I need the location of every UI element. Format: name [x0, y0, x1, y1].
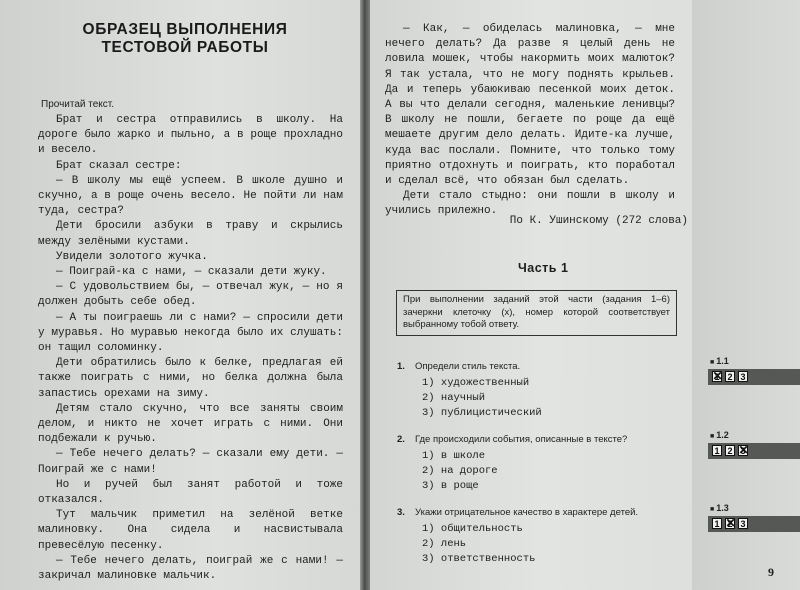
- story-paragraph: — В школу мы ещё успеем. В школе душно и скучно, а в роще очень весело. Не пойти ли нам туда, сестра?: [38, 174, 343, 218]
- page-number: 9: [768, 565, 774, 579]
- story-paragraph: — Как, — обиделась малиновка, — мне нечего делать? Да разве я целый день не ловила мошек, чтобы накормить моих малюток? Я так устала, что не могу поднять крыльев. Да и теперь убаюкиваю песенкой моих деток. А вы что делали сегодня, маленькие ленивцы? В школу не пошли, бегаете по роще да ещё мешаете другим дело делать. Идите-ка лучше, куда вас послали. Помните, что только тому приятно отдохнуть и поиграть, кто поработал и сделал всё, что обязан был сделать.: [385, 23, 675, 188]
- task-question: Укажи отрицательное качество в характере детей.: [415, 507, 639, 518]
- story-paragraph: Но и ручей был занят работой и тоже отказался.: [38, 478, 343, 507]
- story-text: [38, 113, 343, 584]
- story-paragraph: Брат и сестра отправились в школу. На дороге было жарко и пыльно, а в роще прохладно и весело.: [38, 114, 343, 157]
- answer-bar: [708, 516, 800, 532]
- story-paragraph: Увидели золотого жучка.: [56, 250, 208, 263]
- answer-option: 1) общительность: [422, 523, 523, 535]
- answer-box[interactable]: 1: [712, 445, 722, 456]
- answer-box[interactable]: 1: [712, 518, 722, 529]
- task-3: [397, 507, 682, 567]
- task-question: Определи стиль текста.: [415, 361, 521, 372]
- answer-field-1-3: [708, 503, 800, 532]
- answer-option: 3) публицистический: [422, 407, 542, 419]
- task-1: [397, 361, 682, 421]
- answer-box[interactable]: 2: [725, 445, 735, 456]
- answer-field-1-1: [708, 356, 800, 385]
- answer-option: 3) ответственность: [422, 553, 536, 565]
- answer-label: ■ 1.1: [710, 356, 800, 368]
- page-title-line-1: ОБРАЗЕЦ ВЫПОЛНЕНИЯ: [82, 21, 288, 38]
- answer-option: 3) в роще: [422, 480, 479, 492]
- answer-bar: [708, 369, 800, 385]
- task-number: 1.: [397, 361, 405, 372]
- answer-margin: [692, 0, 800, 590]
- story-paragraph: — С удовольствием бы, — отвечал жук, — но я должен добыть себе обед.: [38, 281, 343, 309]
- story-paragraph: Дети обратились было к белке, предлагая ей также поиграть с ними, но белка должна была запастись орехами на зиму.: [38, 357, 343, 400]
- reading-prompt: Прочитай текст.: [41, 99, 115, 110]
- answer-box[interactable]: 1 ✕: [712, 371, 722, 382]
- part-title: Часть 1: [518, 261, 569, 275]
- answer-field-1-2: [708, 430, 800, 459]
- story-paragraph: Детям стало скучно, что все заняты своим делом, и никто не хочет играть с ними. Они подбежали к ручью.: [38, 402, 343, 446]
- story-paragraph: — Поиграй-ка с нами, — сказали дети жуку.: [56, 266, 327, 279]
- instruction-box: При выполнении заданий этой части (задания 1–6) зачеркни клеточку (х), номер которой соответствует выбранному тобой ответу.: [396, 290, 677, 336]
- answer-option: 1) в школе: [422, 450, 486, 462]
- answer-option: 1) художественный: [422, 377, 530, 389]
- story-paragraph: — А ты поиграешь ли с нами? — спросили дети у муравья. Но муравью некогда было их слушать: он тащил соломинку.: [38, 311, 343, 355]
- text-attribution: По К. Ушинскому (272 слова): [509, 215, 688, 227]
- task-question: Где происходили события, описанные в тексте?: [415, 434, 628, 445]
- answer-box[interactable]: 2 ✕: [725, 518, 735, 529]
- answer-bar: [708, 443, 800, 459]
- answer-box[interactable]: 3: [738, 518, 748, 529]
- answer-box[interactable]: 2: [725, 371, 735, 382]
- answer-box[interactable]: 3 ✕: [738, 445, 748, 456]
- answer-option: 2) на дороге: [422, 465, 498, 477]
- story-paragraph: Тут мальчик приметил на зелёной ветке малиновку. Она сидела и насвистывала превесёлую песенку.: [38, 509, 343, 552]
- story-paragraph: — Тебе нечего делать? — сказали ему дети. — Поиграй же с нами!: [38, 448, 343, 476]
- answer-label: ■ 1.3: [710, 503, 800, 515]
- story-paragraph: — Тебе нечего делать, поиграй же с нами! — закричал малиновке мальчик.: [38, 554, 343, 583]
- story-continuation: [385, 22, 675, 220]
- story-paragraph: Брат сказал сестре:: [56, 159, 182, 172]
- story-paragraph: Дети бросили азбуки в траву и скрылись между зелёными кустами.: [38, 220, 343, 248]
- answer-option: 2) научный: [422, 392, 486, 404]
- story-paragraph: Дети стало стыдно: они пошли в школу и учились прилежно.: [385, 190, 675, 218]
- answer-box[interactable]: 3: [738, 371, 748, 382]
- task-number: 3.: [397, 507, 405, 518]
- book-gutter: [360, 0, 370, 590]
- task-2: [397, 434, 682, 494]
- answer-label: ■ 1.2: [710, 430, 800, 442]
- page-title-line-2: ТЕСТОВОЙ РАБОТЫ: [101, 39, 269, 56]
- answer-option: 2) лень: [422, 538, 467, 550]
- task-number: 2.: [397, 434, 405, 445]
